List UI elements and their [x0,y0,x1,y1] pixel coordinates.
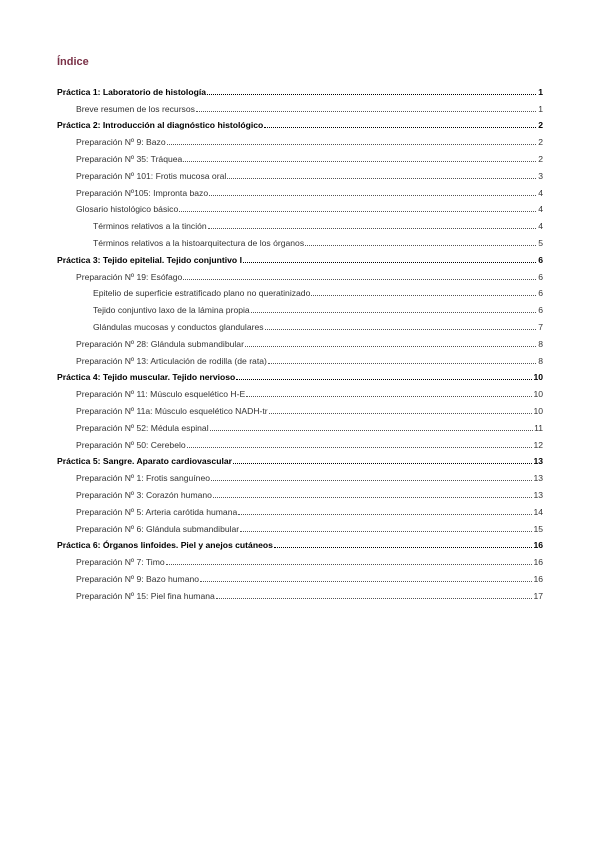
toc-entry-label: Breve resumen de los recursos [76,103,195,114]
toc-page-number: 13 [533,473,543,484]
table-of-contents [57,80,543,601]
toc-page-number: 16 [533,557,543,568]
toc-page-number: 15 [533,523,543,534]
toc-chapter-entry[interactable] [57,114,543,131]
toc-page-number: 2 [538,153,543,164]
toc-entry-label: Práctica 3: Tejido epitelial. Tejido conjuntivo I [57,254,242,265]
toc-entry-label: Preparación Nº 35: Tráquea [76,153,183,164]
toc-entry-label: Epitelio de superficie estratificado plano no queratinizado [93,288,311,299]
toc-chapter-entry[interactable] [57,534,543,551]
dot-leader [209,195,536,196]
toc-page-number: 16 [533,573,543,584]
toc-section-entry[interactable] [57,382,543,399]
dot-leader [210,430,533,431]
toc-section-entry[interactable] [57,265,543,282]
toc-page-number: 10 [533,372,543,383]
toc-subsection-entry[interactable] [57,315,543,332]
toc-section-entry[interactable] [57,198,543,215]
toc-entry-label: Preparación Nº 9: Bazo humano [76,573,200,584]
toc-page-number: 4 [538,221,543,232]
toc-section-entry[interactable] [57,483,543,500]
toc-chapter-entry[interactable] [57,450,543,467]
toc-chapter-entry[interactable] [57,248,543,265]
toc-section-entry[interactable] [57,130,543,147]
toc-entry-label: Preparación Nº 7: Timo [76,557,165,568]
toc-subsection-entry[interactable] [57,231,543,248]
dot-leader [187,447,533,448]
toc-entry-label: Tejido conjuntivo laxo de la lámina propia [93,305,250,316]
toc-entry-label: Práctica 4: Tejido muscular. Tejido nervioso [57,372,236,383]
dot-leader [166,564,533,565]
toc-entry-label: Práctica 2: Introducción al diagnóstico histológico [57,120,264,131]
toc-section-entry[interactable] [57,567,543,584]
toc-subsection-entry[interactable] [57,282,543,299]
toc-page-number: 13 [533,456,543,467]
dot-leader [311,295,536,296]
toc-entry-label: Preparación Nº 11a: Músculo esquelético NADH-tr [76,405,268,416]
toc-section-entry[interactable] [57,97,543,114]
toc-page-number: 7 [538,321,543,332]
dot-leader [183,161,536,162]
toc-entry-label: Preparación Nº 5: Arteria carótida humana [76,506,238,517]
toc-page-number: 4 [538,204,543,215]
toc-page-number: 6 [538,305,543,316]
toc-page-number: 1 [538,86,543,97]
dot-leader [233,463,532,464]
toc-entry-label: Preparación Nº 15: Piel fina humana [76,590,215,601]
dot-leader [216,598,533,599]
dot-leader [268,363,536,364]
dot-leader [305,245,536,246]
dot-leader [179,211,536,212]
toc-section-entry[interactable] [57,500,543,517]
dot-leader [213,497,532,498]
toc-title: Índice [57,56,89,68]
toc-section-entry[interactable] [57,164,543,181]
toc-section-entry[interactable] [57,181,543,198]
dot-leader [207,94,536,95]
toc-page-number: 8 [538,338,543,349]
toc-section-entry[interactable] [57,332,543,349]
dot-leader [264,127,536,128]
toc-entry-label: Preparación Nº 1: Frotis sanguíneo [76,473,211,484]
toc-section-entry[interactable] [57,466,543,483]
dot-leader [274,547,533,548]
toc-page-number: 6 [538,254,543,265]
toc-page-number: 4 [538,187,543,198]
toc-entry-label: Términos relativos a la histoarquitectura de los órganos [93,237,305,248]
toc-entry-label: Términos relativos a la tinción [93,221,207,232]
dot-leader [227,178,536,179]
toc-section-entry[interactable] [57,349,543,366]
toc-entry-label: Práctica 1: Laboratorio de histología [57,86,206,97]
toc-subsection-entry[interactable] [57,298,543,315]
toc-page-number: 1 [538,103,543,114]
toc-page-number: 11 [534,422,543,433]
toc-page-number: 6 [538,271,543,282]
toc-page-number: 5 [538,237,543,248]
toc-section-entry[interactable] [57,550,543,567]
toc-section-entry[interactable] [57,584,543,601]
toc-entry-label: Preparación Nº 50: Cerebelo [76,439,186,450]
toc-entry-label: Preparación Nº 9: Bazo [76,137,166,148]
toc-entry-label: Glosario histológico básico [76,204,179,215]
toc-subsection-entry[interactable] [57,214,543,231]
toc-section-entry[interactable] [57,147,543,164]
toc-entry-label: Preparación Nº 13: Articulación de rodilla (de rata) [76,355,267,366]
toc-entry-label: Preparación Nº 11: Músculo esquelético H-E [76,389,246,400]
toc-page-number: 10 [533,389,543,400]
dot-leader [208,228,536,229]
dot-leader [240,531,532,532]
toc-entry-label: Glándulas mucosas y conductos glandulares [93,321,264,332]
dot-leader [251,312,536,313]
toc-page-number: 6 [538,288,543,299]
dot-leader [196,111,536,112]
dot-leader [265,329,536,330]
toc-section-entry[interactable] [57,433,543,450]
toc-page-number: 17 [533,590,543,601]
toc-page-number: 2 [538,120,543,131]
toc-page-number: 3 [538,170,543,181]
toc-entry-label: Preparación Nº 52: Médula espinal [76,422,209,433]
dot-leader [245,346,536,347]
toc-page-number: 16 [533,540,543,551]
toc-entry-label: Preparación Nº 101: Frotis mucosa oral [76,170,227,181]
toc-entry-label: Práctica 6: Órganos linfoides. Piel y anejos cutáneos [57,540,273,551]
toc-page-number: 13 [533,489,543,500]
toc-entry-label: Preparación Nº 19: Esófago [76,271,183,282]
toc-entry-label: Preparación Nº 3: Corazón humano [76,489,212,500]
dot-leader [246,396,532,397]
dot-leader [200,581,532,582]
toc-page-number: 12 [533,439,543,450]
dot-leader [269,413,533,414]
toc-page-number: 8 [538,355,543,366]
toc-chapter-entry[interactable] [57,366,543,383]
dot-leader [183,279,536,280]
toc-page-number: 10 [533,405,543,416]
toc-section-entry[interactable] [57,517,543,534]
toc-page-number: 2 [538,137,543,148]
toc-entry-label: Preparación Nº 6: Glándula submandibular [76,523,240,534]
dot-leader [243,262,536,263]
dot-leader [211,480,532,481]
dot-leader [167,144,536,145]
toc-chapter-entry[interactable] [57,80,543,97]
toc-section-entry[interactable] [57,399,543,416]
dot-leader [236,379,532,380]
toc-entry-label: Práctica 5: Sangre. Aparato cardiovascular [57,456,232,467]
toc-page-number: 14 [533,506,543,517]
toc-section-entry[interactable] [57,416,543,433]
toc-entry-label: Preparación Nº105: Impronta bazo [76,187,209,198]
dot-leader [238,514,532,515]
toc-entry-label: Preparación Nº 28: Glándula submandibular [76,338,244,349]
